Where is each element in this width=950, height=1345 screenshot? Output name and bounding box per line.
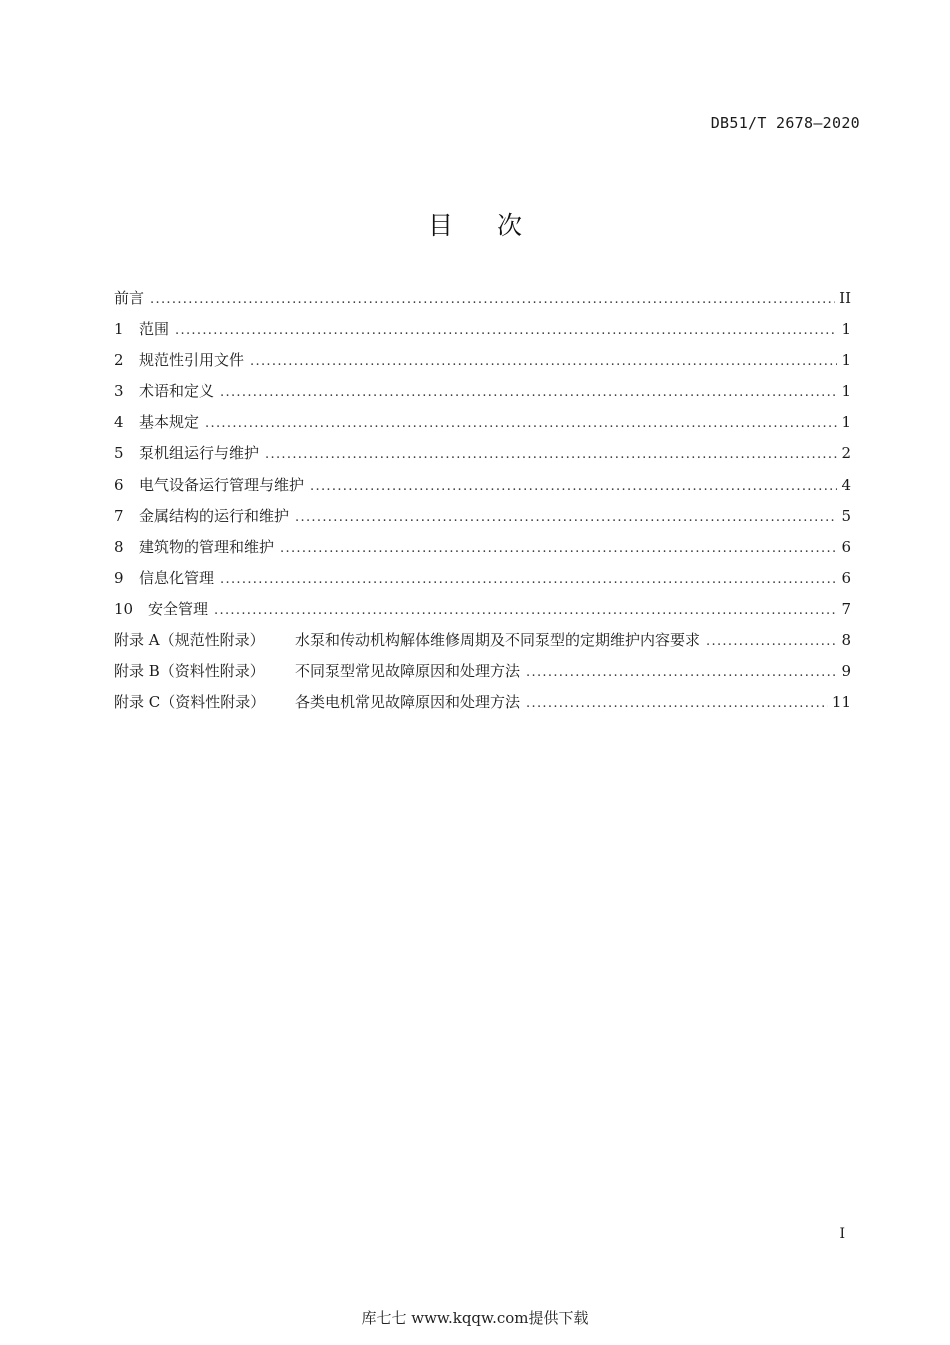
toc-appendix-label: 附录 C（资料性附录）	[114, 693, 266, 712]
toc-entry-page: 1	[841, 351, 851, 370]
toc-entry-title: 基本规定	[139, 413, 200, 432]
toc-appendix-c[interactable]	[114, 691, 851, 722]
toc-entry-2[interactable]	[114, 349, 851, 380]
toc-dot-leader	[265, 444, 837, 466]
toc-entry-1[interactable]	[114, 318, 851, 349]
page-number: I	[839, 1226, 845, 1242]
toc-entry-6[interactable]	[114, 474, 851, 505]
toc-entry-title: 金属结构的运行和维护	[139, 506, 290, 525]
toc-entry-page: 1	[841, 320, 851, 339]
toc-entry-title: 前言	[114, 289, 145, 307]
toc-entry-title: 术语和定义	[139, 382, 215, 401]
toc-dot-leader	[220, 382, 837, 404]
toc-entry-title: 不同泵型常见故障原因和处理方法	[295, 662, 521, 681]
toc-entry-page: 8	[841, 631, 851, 650]
toc-dot-leader	[214, 600, 837, 622]
toc-entry-number: 10	[114, 599, 134, 618]
toc-entry-title: 建筑物的管理和维护	[139, 537, 275, 556]
toc-entry-number: 6	[114, 475, 124, 494]
toc-entry-number: 1	[114, 320, 124, 339]
toc-entry-number: 4	[114, 413, 124, 432]
toc-entry-5[interactable]	[114, 442, 851, 473]
toc-entry-page: 2	[841, 444, 851, 463]
toc-entry-page: 6	[841, 568, 851, 587]
toc-dot-leader	[250, 351, 837, 373]
toc-entry-title: 安全管理	[148, 599, 209, 618]
document-code: DB51/T 2678—2020	[710, 114, 860, 132]
toc-entry-page: 1	[841, 382, 851, 401]
toc-appendix-a[interactable]	[114, 629, 851, 660]
toc-entry-9[interactable]	[114, 567, 851, 598]
download-footer: 库七七 www.kqqw.com提供下载	[361, 1309, 589, 1327]
page-title: 目次	[427, 211, 566, 240]
toc-entry-title: 水泵和传动机构解体维修周期及不同泵型的定期维护内容要求	[295, 631, 701, 650]
toc-entry-7[interactable]	[114, 505, 851, 536]
toc-entry-page: 7	[841, 599, 851, 618]
toc-entry-foreword[interactable]	[114, 287, 851, 318]
toc-appendix-b[interactable]	[114, 660, 851, 691]
toc-dot-leader	[220, 569, 837, 591]
toc-entry-number: 8	[114, 537, 124, 556]
toc-entry-number: 5	[114, 444, 124, 463]
toc-dot-leader	[280, 538, 837, 560]
toc-entry-10[interactable]	[114, 598, 851, 629]
toc-entry-title: 泵机组运行与维护	[139, 444, 260, 463]
toc-entry-page: 5	[841, 506, 851, 525]
toc-appendix-label: 附录 A（规范性附录）	[114, 631, 265, 650]
toc-entry-title: 规范性引用文件	[139, 351, 245, 370]
toc-entry-page: 9	[841, 662, 851, 681]
toc-entry-title: 信息化管理	[139, 568, 215, 587]
toc-entry-number: 9	[114, 568, 124, 587]
toc-entry-3[interactable]	[114, 380, 851, 411]
toc-entry-page: 4	[841, 475, 851, 494]
toc-entry-page: 6	[841, 537, 851, 556]
toc-entry-page: II	[839, 289, 851, 307]
toc-entry-page: 11	[831, 693, 851, 712]
toc-dot-leader	[526, 693, 828, 715]
toc-dot-leader	[150, 289, 835, 311]
toc-entry-title: 范围	[139, 320, 170, 339]
toc-entry-4[interactable]	[114, 411, 851, 442]
toc-dot-leader	[295, 507, 837, 529]
toc-dot-leader	[706, 631, 837, 653]
toc-dot-leader	[175, 320, 837, 342]
toc-dot-leader	[310, 476, 837, 498]
toc-dot-leader	[526, 662, 837, 684]
toc-entry-title: 各类电机常见故障原因和处理方法	[295, 693, 521, 712]
toc-entry-title: 电气设备运行管理与维护	[139, 475, 305, 494]
toc-entry-number: 2	[114, 351, 124, 370]
toc-dot-leader	[205, 413, 837, 435]
toc-appendix-label: 附录 B（资料性附录）	[114, 662, 265, 681]
toc-entry-8[interactable]	[114, 536, 851, 567]
toc-entry-number: 7	[114, 506, 124, 525]
table-of-contents	[114, 287, 851, 722]
toc-entry-number: 3	[114, 382, 124, 401]
toc-entry-page: 1	[841, 413, 851, 432]
